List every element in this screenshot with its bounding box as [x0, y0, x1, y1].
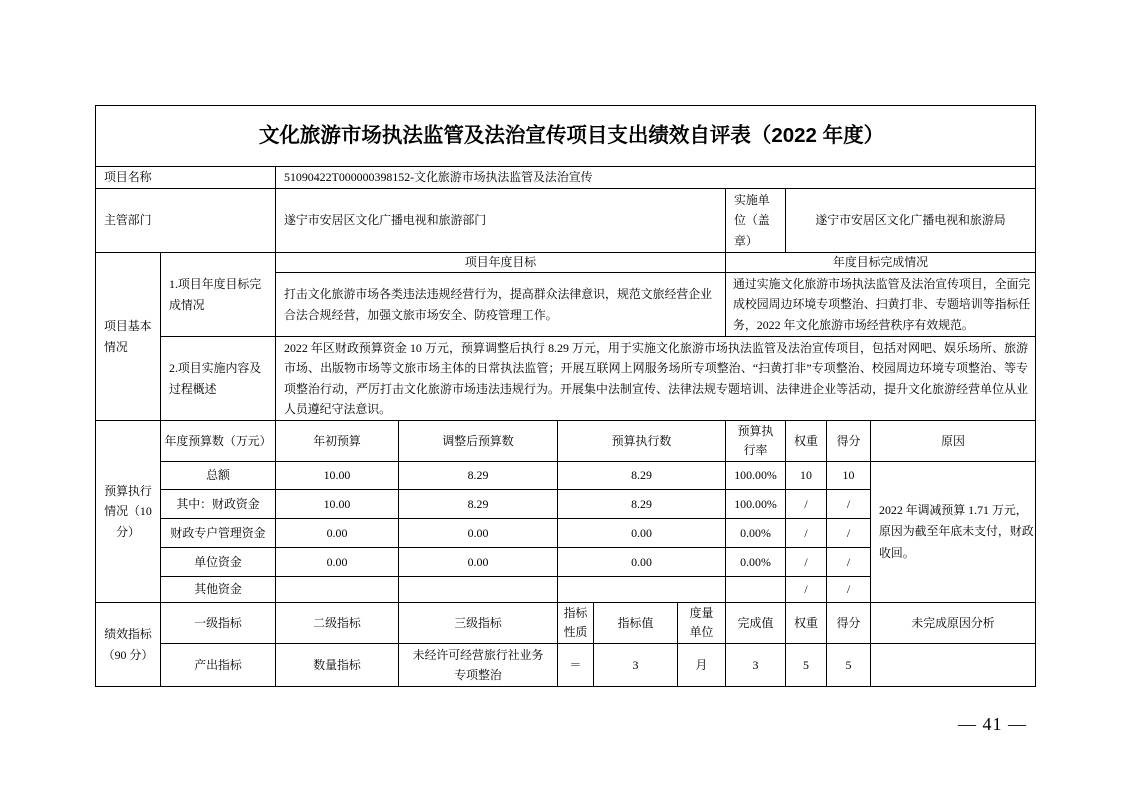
budget-executed-value: 0.00 [558, 548, 726, 577]
performance-header-unit: 度量单位 [678, 603, 726, 644]
budget-executed-value: 0.00 [558, 519, 726, 548]
performance-header-level1: 一级指标 [161, 603, 276, 644]
budget-adjusted-value: 8.29 [399, 462, 558, 490]
performance-level3-value: 未经许可经营旅行社业务专项整治 [399, 644, 558, 687]
budget-score-value: / [827, 490, 871, 519]
budget-row-label: 其他资金 [161, 577, 276, 603]
completion-header: 年度目标完成情况 [726, 253, 1036, 273]
implementation-label: 2.项目实施内容及过程概述 [161, 337, 276, 421]
performance-weight-value: 5 [786, 644, 827, 687]
budget-weight-value: / [786, 490, 827, 519]
implementation-text: 2022 年区财政预算资金 10 万元，预算调整后执行 8.29 万元，用于实施文化旅游市场执法监管及法治宣传项目，包括对网吧、娱乐场所、旅游市场、出版物市场等文旅市场主体的日常执法监管；开展互联网上网服务场所专项整治、“扫黄打非”专项整治、校园周边环境专项整治、等专项整治行动，严厉打击文化旅游市场违法违规行为。开展集中法制宣传、法律法规专题培训、法律进企业等活动，提升文化旅游经营单位从业人员遵纪守法意识。 [276, 337, 1036, 421]
budget-rate-value: 100.00% [726, 490, 786, 519]
performance-header-level2: 二级指标 [276, 603, 399, 644]
department-value: 遂宁市安居区文化广播电视和旅游部门 [276, 189, 726, 253]
budget-header-category: 年度预算数（万元） [161, 421, 276, 462]
budget-adjusted-value: 0.00 [399, 548, 558, 577]
budget-adjusted-value [399, 577, 558, 603]
performance-actual-value: 3 [726, 644, 786, 687]
budget-row-label: 单位资金 [161, 548, 276, 577]
department-label: 主管部门 [96, 189, 276, 253]
budget-score-value: 10 [827, 462, 871, 490]
budget-score-value: / [827, 577, 871, 603]
page-number: — 41 — [958, 714, 1027, 734]
performance-header-nature: 指标性质 [558, 603, 594, 644]
budget-initial-value: 0.00 [276, 548, 399, 577]
budget-score-value: / [827, 548, 871, 577]
performance-header-target: 指标值 [594, 603, 678, 644]
form-title: 文化旅游市场执法监管及法治宣传项目支出绩效自评表（2022 年度） [96, 106, 1036, 167]
budget-row-label: 其中：财政资金 [161, 490, 276, 519]
performance-section-label: 绩效指标（90 分） [96, 603, 161, 687]
annual-goal-label: 1.项目年度目标完成情况 [161, 253, 276, 337]
budget-initial-value: 10.00 [276, 462, 399, 490]
budget-adjusted-value: 0.00 [399, 519, 558, 548]
performance-nature-value: ＝ [558, 644, 594, 687]
project-name-value: 51090422T000000398152-文化旅游市场执法监管及法治宣传 [276, 167, 1036, 189]
budget-rate-value: 0.00% [726, 519, 786, 548]
budget-executed-value [558, 577, 726, 603]
goal-text: 打击文化旅游市场各类违法违规经营行为，提高群众法律意识，规范文旅经营企业合法合规经营，加强文旅市场安全、防疫管理工作。 [276, 273, 726, 337]
budget-rate-value: 100.00% [726, 462, 786, 490]
budget-weight-value: 10 [786, 462, 827, 490]
budget-header-score: 得分 [827, 421, 871, 462]
budget-initial-value [276, 577, 399, 603]
performance-header-actual: 完成值 [726, 603, 786, 644]
performance-unit-value: 月 [678, 644, 726, 687]
budget-header-rate: 预算执行率 [726, 421, 786, 462]
budget-initial-value: 10.00 [276, 490, 399, 519]
budget-row-label: 总额 [161, 462, 276, 490]
budget-header-weight: 权重 [786, 421, 827, 462]
performance-level2-value: 数量指标 [276, 644, 399, 687]
performance-score-value: 5 [827, 644, 871, 687]
budget-rate-value [726, 577, 786, 603]
budget-executed-value: 8.29 [558, 490, 726, 519]
budget-section-label: 预算执行情况（10 分） [96, 421, 161, 603]
budget-reason-text: 2022 年调减预算 1.71 万元，原因为截至年底未支付，财政收回。 [871, 462, 1036, 603]
completion-text: 通过实施文化旅游市场执法监管及法治宣传项目，全面完成校园周边环境专项整治、扫黄打非、专题培训等指标任务，2022 年文化旅游市场经营秩序有效规范。 [726, 273, 1036, 337]
budget-rate-value: 0.00% [726, 548, 786, 577]
performance-target-value: 3 [594, 644, 678, 687]
project-name-label: 项目名称 [96, 167, 276, 189]
performance-header-reason: 未完成原因分析 [871, 603, 1036, 644]
budget-header-adjusted: 调整后预算数 [399, 421, 558, 462]
budget-header-reason: 原因 [871, 421, 1036, 462]
budget-weight-value: / [786, 548, 827, 577]
budget-adjusted-value: 8.29 [399, 490, 558, 519]
budget-weight-value: / [786, 577, 827, 603]
performance-reason-value [871, 644, 1036, 687]
performance-header-weight: 权重 [786, 603, 827, 644]
performance-level1-value: 产出指标 [161, 644, 276, 687]
budget-header-executed: 预算执行数 [558, 421, 726, 462]
budget-row-label: 财政专户管理资金 [161, 519, 276, 548]
goal-header: 项目年度目标 [276, 253, 726, 273]
evaluation-table [95, 105, 1036, 687]
implementing-unit-label: 实施单位（盖章） [726, 189, 786, 253]
budget-header-initial: 年初预算 [276, 421, 399, 462]
budget-initial-value: 0.00 [276, 519, 399, 548]
budget-executed-value: 8.29 [558, 462, 726, 490]
budget-weight-value: / [786, 519, 827, 548]
performance-header-level3: 三级指标 [399, 603, 558, 644]
budget-score-value: / [827, 519, 871, 548]
performance-header-score: 得分 [827, 603, 871, 644]
basic-info-label: 项目基本情况 [96, 253, 161, 421]
implementing-unit-value: 遂宁市安居区文化广播电视和旅游局 [786, 189, 1036, 253]
